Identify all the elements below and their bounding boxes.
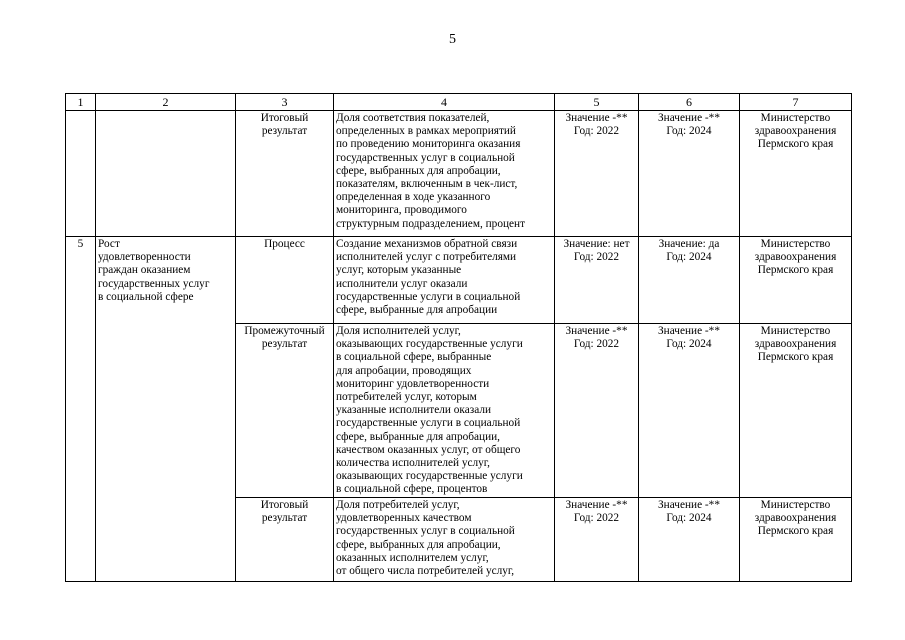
target-value-cell: Значение -** Год: 2024 — [639, 111, 740, 237]
table-row — [66, 111, 852, 237]
target-value-cell: Значение: да Год: 2024 — [639, 237, 740, 324]
executor-cell: Министерство здравоохранения Пермского края — [740, 237, 852, 324]
column-header: 3 — [236, 94, 334, 111]
executor-cell: Министерство здравоохранения Пермского края — [740, 324, 852, 498]
column-header: 6 — [639, 94, 740, 111]
indicator-cell: Создание механизмов обратной связи исполнителей услуг с потребителями услуг, которым указанные исполнители услуг оказали государственные услуги в социальной сфере, выбранные для апробации — [334, 237, 555, 324]
indicators-table — [65, 93, 852, 582]
result-type-cell: Итоговый результат — [236, 498, 334, 582]
column-header: 4 — [334, 94, 555, 111]
goal-cell — [96, 111, 236, 237]
page-number: 5 — [449, 32, 456, 47]
target-value-cell: Значение -** Год: 2024 — [639, 498, 740, 582]
result-type-cell: Промежуточный результат — [236, 324, 334, 498]
indicator-cell: Доля соответствия показателей, определенных в рамках мероприятий по проведению мониторинга оказания государственных услуг в социальной сфере, выбранных для апробации, показателям, включенным в чек-лист, определенная в ходе указанного мониторинга, проводимого структурным подразделением, процент — [334, 111, 555, 237]
goal-cell: Рост удовлетворенности граждан оказанием государственных услуг в социальной сфере — [96, 237, 236, 582]
base-value-cell: Значение: нет Год: 2022 — [555, 237, 639, 324]
table-row — [66, 237, 852, 324]
table-header-row — [66, 94, 852, 111]
row-number-cell — [66, 111, 96, 237]
result-type-cell: Итоговый результат — [236, 111, 334, 237]
base-value-cell: Значение -** Год: 2022 — [555, 111, 639, 237]
indicator-cell: Доля исполнителей услуг, оказывающих государственные услуги в социальной сфере, выбранные для апробации, проводящих мониторинг удовлетворенности потребителей услуг, которым указанные исполнители оказали государственные услуги в социальной сфере, выбранные для апробации, качеством оказанных услуг, от общего количества исполнителей услуг, оказывающих государственные услуги в социальной сфере, процентов — [334, 324, 555, 498]
row-number-cell: 5 — [66, 237, 96, 582]
target-value-cell: Значение -** Год: 2024 — [639, 324, 740, 498]
executor-cell: Министерство здравоохранения Пермского края — [740, 111, 852, 237]
column-header: 1 — [66, 94, 96, 111]
base-value-cell: Значение -** Год: 2022 — [555, 498, 639, 582]
executor-cell: Министерство здравоохранения Пермского края — [740, 498, 852, 582]
indicator-cell: Доля потребителей услуг, удовлетворенных качеством государственных услуг в социальной сфере, выбранных для апробации, оказанных исполнителем услуг, от общего числа потребителей услуг, — [334, 498, 555, 582]
base-value-cell: Значение -** Год: 2022 — [555, 324, 639, 498]
column-header: 7 — [740, 94, 852, 111]
column-header: 5 — [555, 94, 639, 111]
result-type-cell: Процесс — [236, 237, 334, 324]
column-header: 2 — [96, 94, 236, 111]
